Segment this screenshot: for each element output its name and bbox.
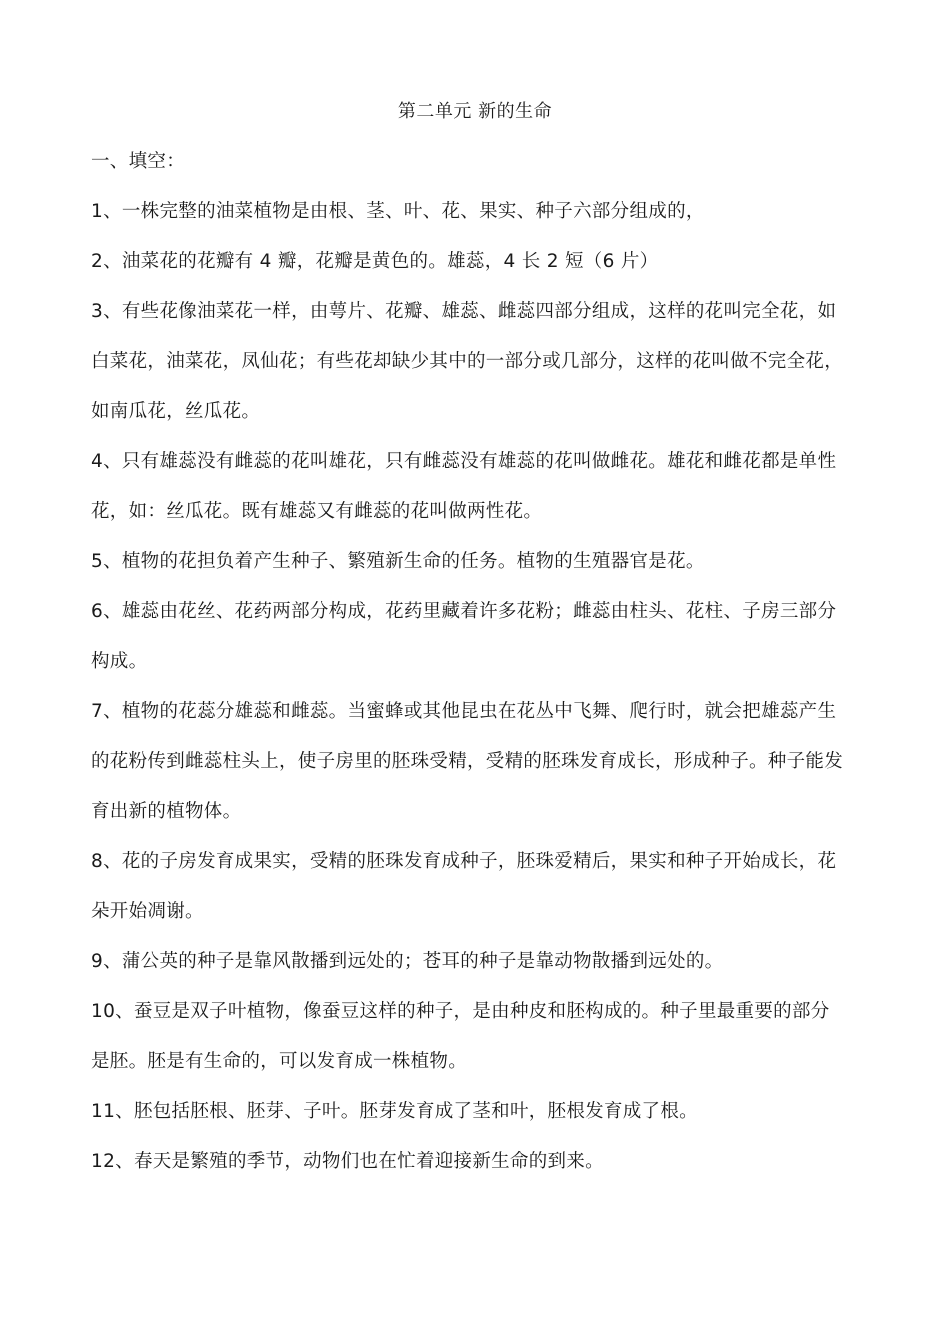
text-line: 4、只有雄蕊没有雌蕊的花叫雄花，只有雌蕊没有雄蕊的花叫做雌花。雄花和雌花都是单性 <box>91 451 837 472</box>
text-line: 构成。 <box>91 651 148 672</box>
text-line: 9、蒲公英的种子是靠风散播到远处的；苍耳的种子是靠动物散播到远处的。 <box>91 951 724 972</box>
text-line: 10、蚕豆是双子叶植物，像蚕豆这样的种子，是由种皮和胚构成的。种子里最重要的部分 <box>91 1001 830 1022</box>
text-line: 如南瓜花，丝瓜花。 <box>91 401 261 422</box>
text-line: 花，如：丝瓜花。既有雄蕊又有雌蕊的花叫做两性花。 <box>91 501 543 522</box>
text-line: 育出新的植物体。 <box>91 801 242 822</box>
text-line: 2、油菜花的花瓣有 4 瓣，花瓣是黄色的。雄蕊，4 长 2 短（6 片） <box>91 251 659 272</box>
text-line: 白菜花，油菜花，凤仙花；有些花却缺少其中的一部分或几部分，这样的花叫做不完全花， <box>91 351 844 372</box>
text-line: 1、一株完整的油菜植物是由根、茎、叶、花、果实、种子六部分组成的， <box>91 201 705 222</box>
text-line: 5、植物的花担负着产生种子、繁殖新生命的任务。植物的生殖器官是花。 <box>91 551 705 572</box>
text-line: 8、花的子房发育成果实，受精的胚珠发育成种子，胚珠爱精后，果实和种子开始成长，花 <box>91 851 837 872</box>
text-line: 7、植物的花蕊分雄蕊和雌蕊。当蜜蜂或其他昆虫在花丛中飞舞、爬行时，就会把雄蕊产生 <box>91 701 837 722</box>
text-line: 12、春天是繁殖的季节，动物们也在忙着迎接新生命的到来。 <box>91 1151 604 1172</box>
text-line: 6、雄蕊由花丝、花药两部分构成，花药里藏着许多花粉；雌蕊由柱头、花柱、子房三部分 <box>91 601 837 622</box>
text-line: 的花粉传到雌蕊柱头上，使子房里的胚珠受精，受精的胚珠发育成长，形成种子。种子能发 <box>91 751 844 772</box>
document-body <box>91 137 861 1187</box>
text-line: 是胚。胚是有生命的，可以发育成一株植物。 <box>91 1051 468 1072</box>
text-line: 3、有些花像油菜花一样，由萼片、花瓣、雄蕊、雌蕊四部分组成，这样的花叫完全花，如 <box>91 301 837 322</box>
text-line: 朵开始凋谢。 <box>91 901 204 922</box>
page-title: 第二单元 新的生命 <box>397 101 553 122</box>
section-heading: 一、填空： <box>91 151 186 172</box>
text-line: 11、胚包括胚根、胚芽、子叶。胚芽发育成了茎和叶，胚根发育成了根。 <box>91 1101 698 1122</box>
